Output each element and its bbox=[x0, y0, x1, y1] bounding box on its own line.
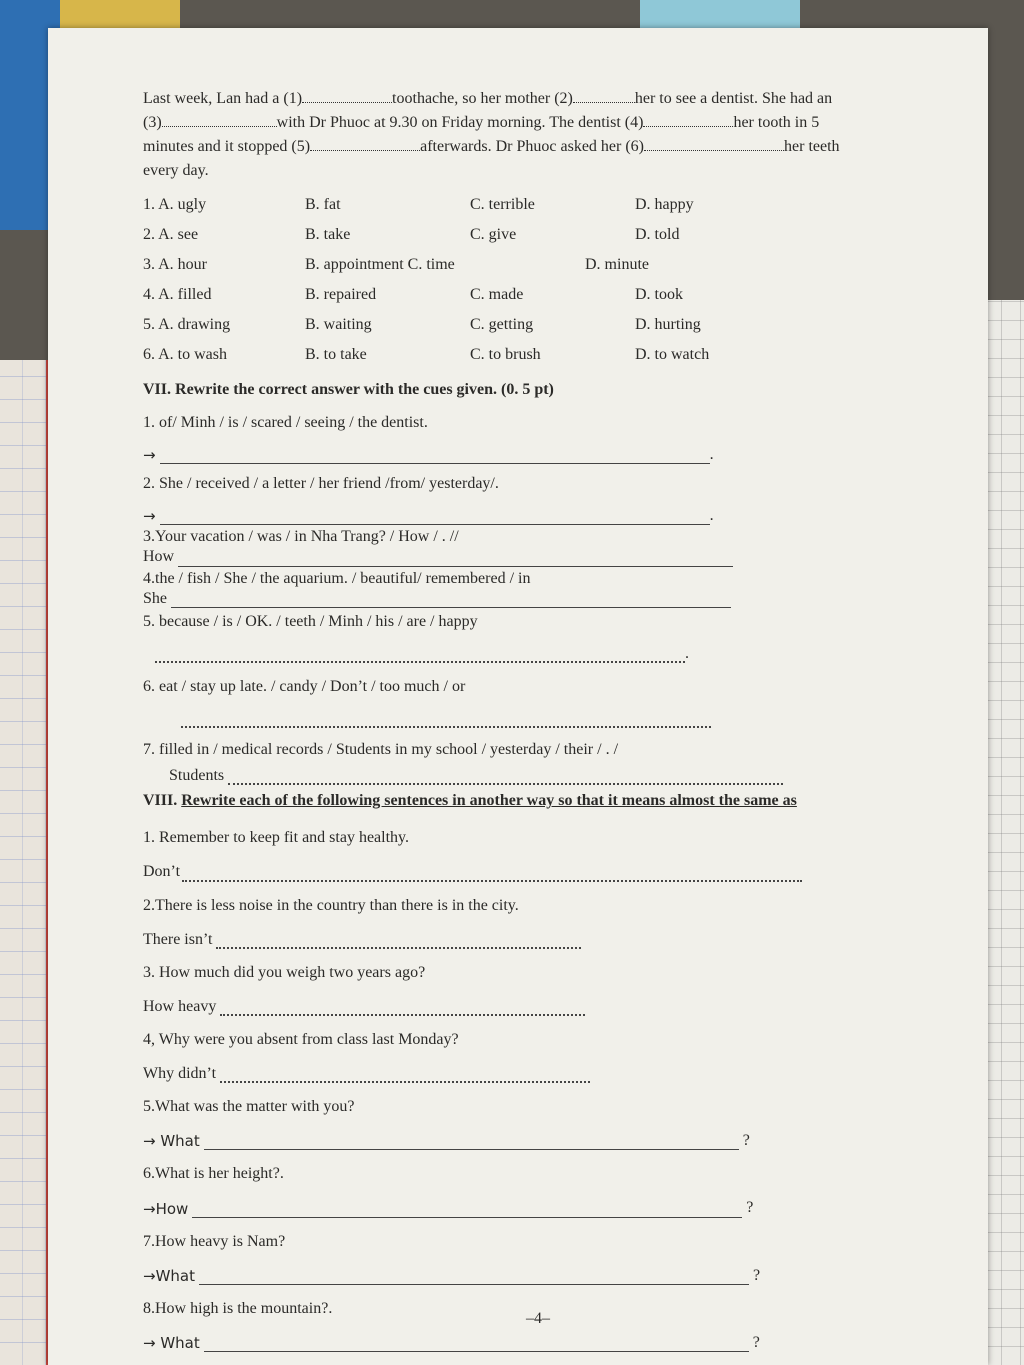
answer-prefix: → What bbox=[143, 1333, 200, 1352]
answer-prefix: →How bbox=[143, 1199, 189, 1218]
question-text: 7. filled in / medical records / Students in my school / yesterday / their / . / bbox=[143, 741, 619, 759]
option-row bbox=[143, 340, 883, 370]
answer-row bbox=[143, 982, 883, 1016]
question-text: 1. of/ Minh / is / scared / seeing / the dentist. bbox=[143, 413, 428, 431]
text: afterwards. Dr Phuoc asked her (6) bbox=[420, 138, 645, 156]
answer-line[interactable] bbox=[204, 1350, 749, 1352]
option-row bbox=[143, 190, 883, 220]
answer-prefix: →What bbox=[143, 1266, 195, 1285]
arrow-icon: → bbox=[143, 507, 156, 526]
text: her teeth bbox=[784, 138, 840, 156]
option-c[interactable]: C. give bbox=[470, 226, 517, 244]
blank-5[interactable] bbox=[310, 136, 420, 151]
multiple-choice-options bbox=[143, 190, 883, 370]
answer-suffix: ? bbox=[752, 1333, 760, 1351]
answer-row bbox=[143, 759, 883, 785]
text: (3) bbox=[143, 114, 162, 132]
text: with Dr Phuoc at 9.30 on Friday morning. The dentist (4) bbox=[276, 114, 644, 132]
question-text: 4, Why were you absent from class last Monday? bbox=[143, 1031, 459, 1048]
option-b-c[interactable]: B. appointment C. time bbox=[305, 256, 455, 274]
answer-line[interactable] bbox=[181, 725, 711, 728]
paragraph-line: every day. bbox=[143, 161, 209, 179]
answer-prefix: → What bbox=[143, 1132, 200, 1151]
option-c[interactable]: C. made bbox=[470, 286, 524, 304]
question-text: 8.How high is the mountain?. bbox=[143, 1299, 333, 1317]
answer-line[interactable] bbox=[228, 782, 783, 785]
answer-suffix: . bbox=[685, 644, 689, 662]
section-instruction: Rewrite each of the following sentences in another way so that it means almost the same as bbox=[181, 792, 797, 810]
answer-prefix: How heavy bbox=[143, 997, 217, 1015]
question-text: 2.There is less noise in the country than there is in the city. bbox=[143, 896, 519, 914]
option-b[interactable]: B. to take bbox=[305, 346, 367, 364]
answer-row bbox=[143, 432, 883, 464]
answer-line[interactable] bbox=[155, 660, 685, 663]
page-number-value: 4 bbox=[534, 1310, 542, 1327]
text: her tooth in 5 bbox=[733, 114, 820, 132]
option-d[interactable]: D. minute bbox=[585, 256, 649, 274]
page-number: –4– bbox=[526, 1310, 550, 1327]
answer-row bbox=[143, 1049, 883, 1083]
question-text: 5. because / is / OK. / teeth / Minh / his / are / happy bbox=[143, 612, 478, 630]
answer-line[interactable] bbox=[178, 565, 733, 567]
answer-row bbox=[143, 631, 883, 663]
section-7 bbox=[143, 403, 883, 785]
blank-1[interactable] bbox=[302, 88, 392, 103]
answer-line[interactable] bbox=[216, 946, 581, 949]
blank-2[interactable] bbox=[573, 88, 635, 103]
answer-line[interactable] bbox=[204, 1148, 739, 1150]
option-a[interactable]: 6. A. to wash bbox=[143, 346, 227, 364]
text: minutes and it stopped (5) bbox=[143, 138, 311, 156]
paragraph-line bbox=[143, 112, 883, 132]
answer-suffix: . bbox=[709, 507, 714, 525]
answer-row bbox=[143, 696, 883, 728]
option-a[interactable]: 1. A. ugly bbox=[143, 196, 207, 214]
section-number: VIII. bbox=[143, 792, 178, 810]
question-text: 3. How much did you weigh two years ago? bbox=[143, 963, 426, 981]
answer-row bbox=[143, 848, 883, 882]
question-text: 6.What is her height?. bbox=[143, 1165, 284, 1183]
worksheet-page bbox=[48, 28, 988, 1365]
option-d[interactable]: D. took bbox=[635, 286, 683, 304]
option-c[interactable]: C. to brush bbox=[470, 346, 541, 364]
option-d[interactable]: D. told bbox=[635, 226, 680, 244]
section-8-title bbox=[143, 791, 883, 810]
answer-suffix: ? bbox=[742, 1132, 750, 1150]
answer-row bbox=[143, 1251, 883, 1285]
option-row bbox=[143, 310, 883, 340]
option-d[interactable]: D. happy bbox=[635, 196, 694, 214]
blank-4[interactable] bbox=[643, 112, 733, 127]
question-text: 4.the / fish / She / the aquarium. / beautiful/ remembered / in bbox=[143, 569, 531, 587]
section-8 bbox=[143, 814, 883, 1352]
answer-line[interactable] bbox=[192, 1216, 742, 1218]
option-row bbox=[143, 280, 883, 310]
option-c[interactable]: C. terrible bbox=[470, 196, 535, 214]
option-b[interactable]: B. take bbox=[305, 226, 351, 244]
section-7-title: VII. Rewrite the correct answer with the cues given. (0. 5 pt) bbox=[143, 380, 554, 398]
text: toothache, so her mother (2) bbox=[392, 90, 573, 107]
answer-line[interactable] bbox=[220, 1013, 585, 1016]
answer-row bbox=[143, 1116, 883, 1150]
option-a[interactable]: 5. A. drawing bbox=[143, 316, 231, 334]
option-row bbox=[143, 250, 883, 280]
answer-suffix: . bbox=[709, 445, 714, 463]
option-b[interactable]: B. waiting bbox=[305, 316, 372, 334]
answer-row bbox=[143, 1184, 883, 1218]
answer-line[interactable] bbox=[160, 462, 710, 464]
answer-row bbox=[143, 915, 883, 949]
paragraph-line bbox=[143, 88, 883, 108]
answer-line[interactable] bbox=[182, 879, 802, 882]
answer-prefix: Don’t bbox=[143, 863, 181, 881]
blank-3[interactable] bbox=[162, 112, 277, 127]
question-text: 2. She / received / a letter / her friend /from/ yesterday/. bbox=[143, 475, 499, 493]
answer-line[interactable] bbox=[199, 1283, 749, 1285]
answer-prefix: She bbox=[143, 589, 167, 607]
worksheet-content bbox=[143, 88, 883, 1352]
option-d[interactable]: D. to watch bbox=[635, 346, 710, 364]
answer-row bbox=[143, 1318, 883, 1352]
option-b[interactable]: B. repaired bbox=[305, 286, 377, 304]
question-text: 1. Remember to keep fit and stay healthy. bbox=[143, 829, 409, 847]
option-a[interactable]: 4. A. filled bbox=[143, 286, 212, 304]
text: Last week, Lan had a (1) bbox=[143, 90, 303, 107]
option-d[interactable]: D. hurting bbox=[635, 316, 701, 334]
answer-prefix: There isn’t bbox=[143, 930, 213, 948]
answer-line[interactable] bbox=[220, 1080, 590, 1083]
paragraph-line bbox=[143, 136, 883, 156]
answer-row bbox=[143, 547, 883, 567]
option-c[interactable]: C. getting bbox=[470, 316, 534, 334]
question-text: 7.How heavy is Nam? bbox=[143, 1232, 286, 1250]
question-text: 6. eat / stay up late. / candy / Don’t / too much / or bbox=[143, 677, 466, 695]
answer-prefix: Why didn’t bbox=[143, 1065, 217, 1082]
option-a[interactable]: 3. A. hour bbox=[143, 256, 207, 274]
cloze-paragraph bbox=[143, 88, 883, 180]
option-row bbox=[143, 220, 883, 250]
question-text: 3.Your vacation / was / in Nha Trang? / How / . // bbox=[143, 528, 459, 546]
question-text: 5.What was the matter with you? bbox=[143, 1098, 355, 1116]
arrow-icon: → bbox=[143, 446, 156, 465]
answer-row bbox=[143, 588, 883, 608]
answer-row bbox=[143, 493, 883, 525]
answer-prefix: How bbox=[143, 548, 175, 566]
answer-suffix: ? bbox=[746, 1199, 754, 1217]
answer-line[interactable] bbox=[160, 523, 710, 525]
answer-suffix: ? bbox=[752, 1266, 761, 1284]
option-a[interactable]: 2. A. see bbox=[143, 226, 199, 244]
answer-line[interactable] bbox=[171, 606, 731, 608]
option-b[interactable]: B. fat bbox=[305, 196, 341, 214]
answer-prefix: Students bbox=[169, 767, 225, 785]
text: her to see a dentist. She had an bbox=[634, 90, 833, 107]
blank-6[interactable] bbox=[644, 136, 784, 151]
